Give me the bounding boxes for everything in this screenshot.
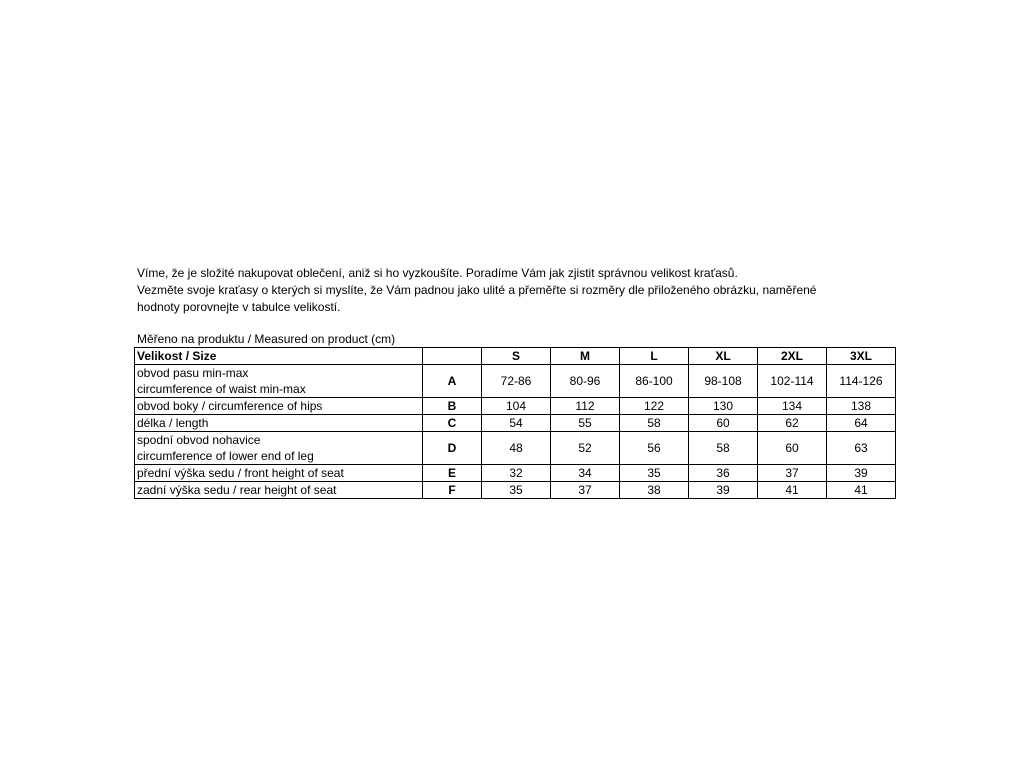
row-value: 56 <box>620 432 689 465</box>
row-value: 104 <box>482 398 551 415</box>
row-value: 52 <box>551 432 620 465</box>
row-label-line: circumference of lower end of leg <box>137 449 314 463</box>
row-value: 39 <box>827 465 896 482</box>
row-label: obvod boky / circumference of hips <box>135 398 423 415</box>
table-row <box>135 465 896 482</box>
row-value: 62 <box>758 415 827 432</box>
row-value: 130 <box>689 398 758 415</box>
intro-line-1: Víme, že je složité nakupovat oblečení, aniž si ho vyzkoušíte. Poradíme Vám jak zjistit správnou velikost kraťasů. <box>137 266 738 280</box>
row-value: 41 <box>827 482 896 499</box>
intro-line-2: Vezměte svoje kraťasy o kterých si myslíte, že Vám padnou jako ulité a přeměřte si rozměry dle přiloženého obrázku, naměřené <box>137 283 817 297</box>
row-value: 80-96 <box>551 365 620 398</box>
header-label: Velikost / Size <box>135 348 423 365</box>
row-value: 86-100 <box>620 365 689 398</box>
row-label-line: spodní obvod nohavice <box>137 433 261 447</box>
header-size-m: M <box>551 348 620 365</box>
intro-line-3: hodnoty porovnejte v tabulce velikostí. <box>137 300 341 314</box>
row-label-line: obvod pasu min-max <box>137 366 249 380</box>
row-value: 64 <box>827 415 896 432</box>
row-label-line: circumference of waist min-max <box>137 382 306 396</box>
row-value: 39 <box>689 482 758 499</box>
row-value: 58 <box>620 415 689 432</box>
row-letter: C <box>423 415 482 432</box>
row-label: přední výška sedu / front height of seat <box>135 465 423 482</box>
row-letter: F <box>423 482 482 499</box>
row-letter: D <box>423 432 482 465</box>
row-value: 36 <box>689 465 758 482</box>
header-size-s: S <box>482 348 551 365</box>
row-value: 32 <box>482 465 551 482</box>
row-value: 34 <box>551 465 620 482</box>
row-value: 38 <box>620 482 689 499</box>
row-value: 48 <box>482 432 551 465</box>
table-row <box>135 482 896 499</box>
row-value: 37 <box>758 465 827 482</box>
table-row <box>135 398 896 415</box>
row-label: délka / length <box>135 415 423 432</box>
row-letter: B <box>423 398 482 415</box>
row-value: 35 <box>620 465 689 482</box>
header-size-xl: XL <box>689 348 758 365</box>
row-value: 134 <box>758 398 827 415</box>
row-label <box>135 432 423 465</box>
size-table <box>134 347 896 499</box>
row-label: zadní výška sedu / rear height of seat <box>135 482 423 499</box>
table-row <box>135 365 896 398</box>
row-value: 54 <box>482 415 551 432</box>
row-letter: A <box>423 365 482 398</box>
row-value: 114-126 <box>827 365 896 398</box>
size-table-body <box>135 348 896 499</box>
row-value: 72-86 <box>482 365 551 398</box>
table-caption: Měřeno na produktu / Measured on product (cm) <box>137 332 396 346</box>
header-size-3xl: 3XL <box>827 348 896 365</box>
row-letter: E <box>423 465 482 482</box>
row-value: 60 <box>689 415 758 432</box>
header-letter-empty <box>423 348 482 365</box>
row-value: 138 <box>827 398 896 415</box>
row-value: 60 <box>758 432 827 465</box>
header-size-2xl: 2XL <box>758 348 827 365</box>
row-value: 102-114 <box>758 365 827 398</box>
table-row <box>135 432 896 465</box>
row-value: 98-108 <box>689 365 758 398</box>
header-size-l: L <box>620 348 689 365</box>
row-value: 112 <box>551 398 620 415</box>
table-header-row <box>135 348 896 365</box>
row-value: 41 <box>758 482 827 499</box>
row-value: 122 <box>620 398 689 415</box>
row-value: 55 <box>551 415 620 432</box>
row-value: 63 <box>827 432 896 465</box>
row-value: 35 <box>482 482 551 499</box>
row-value: 58 <box>689 432 758 465</box>
row-value: 37 <box>551 482 620 499</box>
intro-text <box>137 265 897 316</box>
row-label <box>135 365 423 398</box>
table-row <box>135 415 896 432</box>
